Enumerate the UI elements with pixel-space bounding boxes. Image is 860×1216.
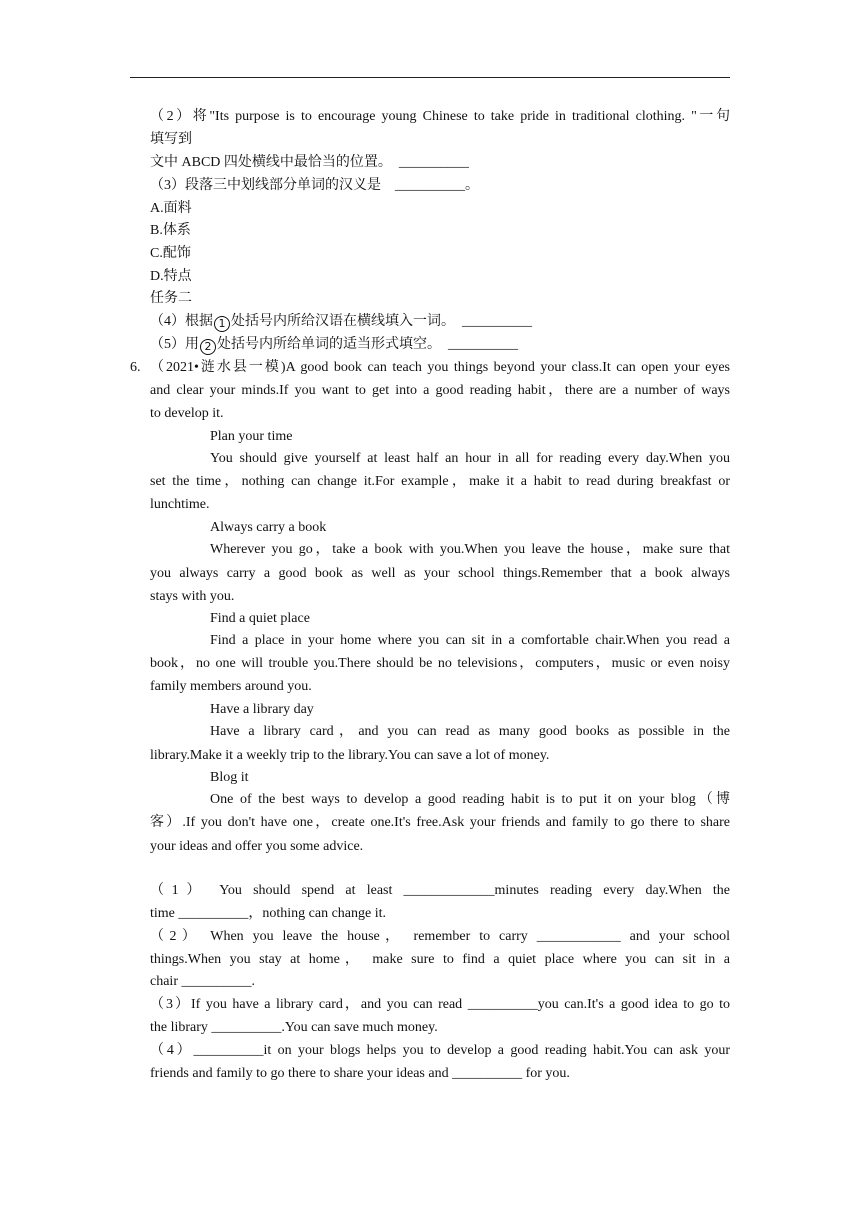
section-heading: Blog it [210,770,249,785]
q4-prefix: （4）根据 [150,314,213,329]
q2-line2: 填写到 [150,132,192,147]
task2-label: 任务二 [150,291,192,306]
option-d: D.特点 [150,269,192,284]
section-line: Find a place in your home where you can sit in a comfortable chair.When you read a [210,633,730,648]
q3-line: （3）段落三中划线部分单词的汉义是 __________。 [150,178,479,193]
section-heading: Find a quiet place [210,611,310,626]
question-line: things.When you stay at home， make sure to find a quiet place where you can sit in a [150,952,730,967]
question-number: 6. [130,360,141,375]
section-line: Wherever you go，take a book with you.When you leave the house，make sure that [210,542,730,557]
section-line: your ideas and offer you some advice. [150,839,364,854]
section-line: You should give yourself at least half an hour in all for reading every day.When you [210,451,730,466]
intro-line1: （2021•涟水县一模)A good book can teach you things beyond your class.It can open your eyes [150,360,730,375]
question-line: time __________，nothing can change it. [150,906,387,921]
section-line: Have a library card，and you can read as many good books as possible in the [210,724,730,739]
intro-line2: and clear your minds.If you want to get into a good reading habit，there are a number of ways [150,383,730,398]
section-heading: Always carry a book [210,520,327,535]
question-line: （2） When you leave the house， remember to carry ____________ and your school [150,929,730,944]
question-line: friends and family to go there to share your ideas and __________ for you. [150,1066,570,1081]
section-line: book，no one will trouble you.There should be no televisions，computers，music or even noisy [150,656,730,671]
question-line: （4）__________it on your blogs helps you to develop a good reading habit.You can ask your [150,1043,730,1058]
q5-line [150,336,730,355]
question-line: the library __________.You can save much money. [150,1020,438,1035]
question-line: （3）If you have a library card，and you can read __________you can.It's a good idea to go to [150,997,730,1012]
section-heading: Have a library day [210,702,314,717]
intro-line3: to develop it. [150,406,224,421]
q4-line [150,313,730,332]
section-heading: Plan your time [210,429,293,444]
question-line: （1） You should spend at least _____________minutes reading every day.When the [150,883,730,898]
section-line: library.Make it a weekly trip to the library.You can save a lot of money. [150,748,550,763]
section-line: family members around you. [150,679,312,694]
option-c: C.配饰 [150,246,191,261]
q4-suffix: 处括号内所给汉语在横线填入一词。 __________ [231,314,532,329]
circled-number-1: 1 [214,316,230,332]
section-line: you always carry a good book as well as your school things.Remember that a book always [150,566,730,581]
section-line: 客）.If you don't have one，create one.It's free.Ask your friends and family to go there to share [150,815,730,830]
section-line: lunchtime. [150,497,210,512]
section-line: One of the best ways to develop a good reading habit is to put it on your blog（博 [210,792,730,807]
question-line: chair __________. [150,974,255,989]
section-line: set the time，nothing can change it.For example，make it a habit to read during breakfast or [150,474,730,489]
q2-line3: 文中 ABCD 四处横线中最恰当的位置。 __________ [150,155,469,170]
option-a: A.面料 [150,201,192,216]
circled-number-2: 2 [200,339,216,355]
option-b: B.体系 [150,223,191,238]
q5-suffix: 处括号内所给单词的适当形式填空。 __________ [217,337,518,352]
q5-prefix: （5）用 [150,337,199,352]
section-line: stays with you. [150,589,235,604]
q2-line1: （2）将"Its purpose is to encourage young Chinese to take pride in traditional clothing. "一句 [150,109,730,124]
